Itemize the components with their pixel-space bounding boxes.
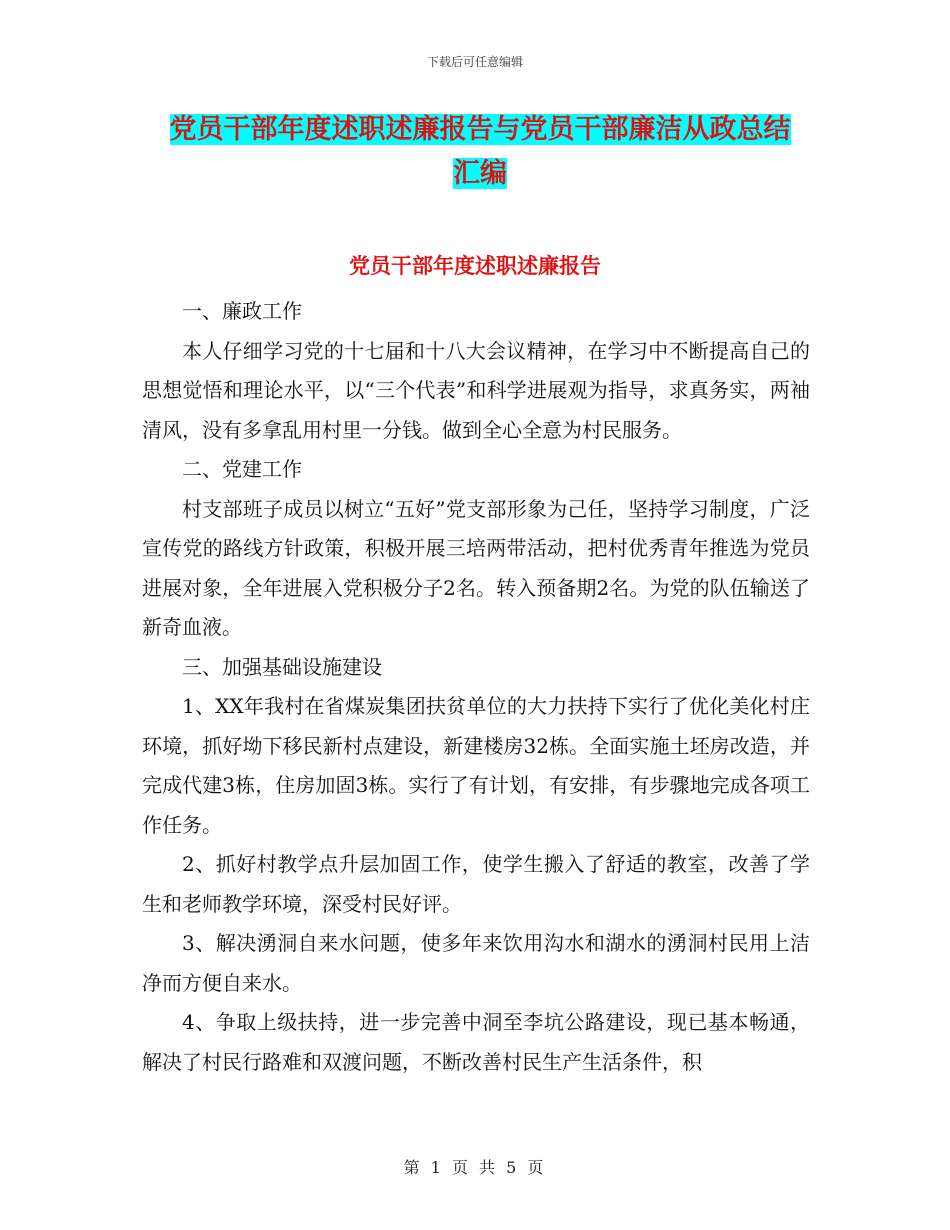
paragraph: 2、抓好村教学点升层加固工作，使学生搬入了舒适的教室，改善了学生和老师教学环境，深受村民好评。 — [142, 852, 810, 916]
paragraph: 本人仔细学习党的十七届和十八大会议精神，在学习中不断提高自己的思想觉悟和理论水平，以“三个代表”和科学进展观为指导，求真务实，两袖清风，没有多拿乱用村里一分钱。做到全心全意为村民服务。 — [142, 338, 810, 442]
page-number: 第 1 页 共 5 页 — [403, 1158, 547, 1177]
paragraph: 3、解决湧洞自来水问题，使多年来饮用沟水和湖水的湧洞村民用上洁净而方便自来水。 — [142, 931, 810, 995]
document-title-line2: 汇编 — [453, 158, 507, 189]
paragraph: 二、党建工作 — [182, 457, 302, 481]
paragraph: 一、廉政工作 — [182, 299, 302, 323]
document-title — [140, 108, 820, 196]
page-header-note: 下载后可任意编辑 — [426, 55, 523, 69]
paragraph: 1、XX年我村在省煤炭集团扶贫单位的大力扶持下实行了优化美化村庄环境，抓好坳下移民新村点建设，新建楼房32栋。全面实施土坯房改造，并完成代建3栋，住房加固3栋。实行了有计划，有安排，有步骤地完成各项工作任务。 — [142, 694, 810, 837]
section-title: 党员干部年度述职述廉报告 — [349, 254, 601, 278]
document-title-line1: 党员干部年度述职述廉报告与党员干部廉洁从政总结 — [169, 114, 791, 145]
document-body — [142, 292, 810, 1082]
paragraph: 三、加强基础设施建设 — [182, 654, 382, 679]
paragraph: 村支部班子成员以树立“五好”党支部形象为己任，坚持学习制度，广泛宣传党的路线方针政策，积极开展三培两带活动，把村优秀青年推选为党员进展对象，全年进展入党积极分子2名。转入预备期2名。为党的队伍输送了新奇血液。 — [142, 496, 810, 639]
paragraph: 4、争取上级扶持，进一步完善中洞至李坑公路建设，现已基本畅通，解决了村民行路难和双渡问题，不断改善村民生产生活条件，积 — [142, 1010, 810, 1074]
